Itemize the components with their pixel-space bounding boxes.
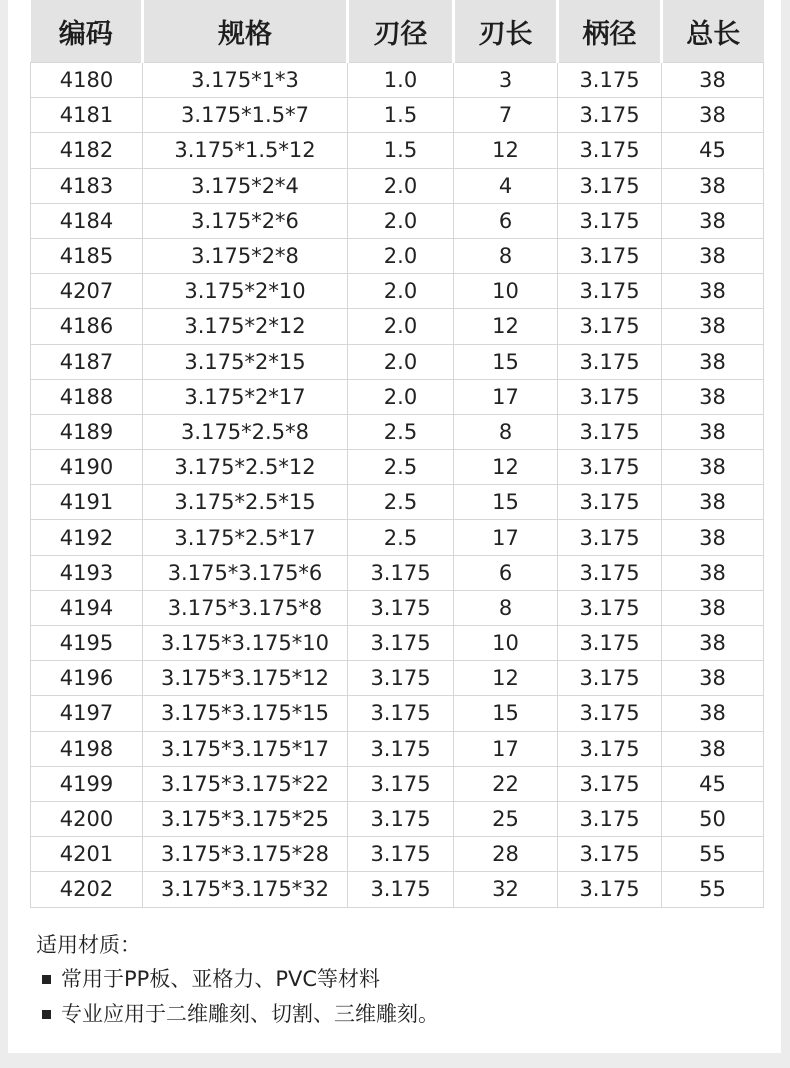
table-row [31,872,764,907]
table-row [31,590,764,625]
cell-blade-length: 32 [454,872,558,907]
cell-shank-diameter: 3.175 [558,63,662,98]
cell-shank-diameter: 3.175 [558,168,662,203]
cell-shank-diameter: 3.175 [558,98,662,133]
cell-blade-diameter: 2.0 [348,274,454,309]
cell-spec: 3.175*3.175*6 [143,555,348,590]
spec-table-header [31,0,764,63]
table-row [31,63,764,98]
cell-total-length: 38 [662,520,764,555]
cell-code: 4194 [31,590,143,625]
cell-total-length: 38 [662,555,764,590]
table-row [31,485,764,520]
cell-shank-diameter: 3.175 [558,696,662,731]
header-blade-diameter: 刃径 [348,0,454,63]
cell-total-length: 38 [662,379,764,414]
header-total-length: 总长 [662,0,764,63]
cell-total-length: 45 [662,133,764,168]
cell-code: 4198 [31,731,143,766]
cell-shank-diameter: 3.175 [558,872,662,907]
cell-spec: 3.175*3.175*17 [143,731,348,766]
cell-total-length: 38 [662,661,764,696]
cell-total-length: 50 [662,801,764,836]
cell-blade-length: 22 [454,766,558,801]
cell-code: 4202 [31,872,143,907]
cell-shank-diameter: 3.175 [558,238,662,273]
cell-total-length: 38 [662,168,764,203]
spec-table-body [31,63,764,908]
cell-spec: 3.175*2.5*17 [143,520,348,555]
cell-code: 4191 [31,485,143,520]
cell-blade-diameter: 3.175 [348,555,454,590]
cell-code: 4200 [31,801,143,836]
cell-blade-length: 28 [454,837,558,872]
cell-spec: 3.175*3.175*8 [143,590,348,625]
cell-total-length: 38 [662,203,764,238]
cell-spec: 3.175*2*4 [143,168,348,203]
cell-code: 4197 [31,696,143,731]
cell-blade-diameter: 3.175 [348,872,454,907]
table-row [31,766,764,801]
cell-shank-diameter: 3.175 [558,801,662,836]
cell-shank-diameter: 3.175 [558,731,662,766]
cell-spec: 3.175*3.175*25 [143,801,348,836]
cell-code: 4201 [31,837,143,872]
cell-blade-length: 17 [454,520,558,555]
cell-spec: 3.175*2*8 [143,238,348,273]
cell-blade-diameter: 2.0 [348,168,454,203]
cell-blade-diameter: 3.175 [348,696,454,731]
cell-code: 4183 [31,168,143,203]
cell-blade-diameter: 1.5 [348,133,454,168]
cell-shank-diameter: 3.175 [558,626,662,661]
cell-code: 4180 [31,63,143,98]
cell-blade-length: 15 [454,344,558,379]
cell-shank-diameter: 3.175 [558,520,662,555]
cell-shank-diameter: 3.175 [558,133,662,168]
header-shank-diameter: 柄径 [558,0,662,63]
cell-blade-length: 15 [454,485,558,520]
cell-blade-diameter: 3.175 [348,801,454,836]
cell-blade-diameter: 2.0 [348,379,454,414]
cell-blade-diameter: 2.5 [348,485,454,520]
cell-blade-length: 8 [454,590,558,625]
cell-total-length: 38 [662,590,764,625]
square-bullet-icon [42,975,51,984]
cell-blade-length: 15 [454,696,558,731]
cell-total-length: 38 [662,238,764,273]
table-row [31,626,764,661]
cell-code: 4193 [31,555,143,590]
materials-item [36,962,736,997]
cell-total-length: 45 [662,766,764,801]
table-row [31,696,764,731]
cell-blade-diameter: 3.175 [348,626,454,661]
table-row [31,203,764,238]
table-row [31,309,764,344]
cell-blade-diameter: 2.5 [348,520,454,555]
cell-blade-diameter: 2.0 [348,238,454,273]
cell-code: 4187 [31,344,143,379]
cell-total-length: 55 [662,872,764,907]
cell-blade-length: 8 [454,414,558,449]
table-row [31,379,764,414]
cell-blade-diameter: 2.0 [348,309,454,344]
cell-shank-diameter: 3.175 [558,555,662,590]
cell-blade-length: 12 [454,661,558,696]
cell-spec: 3.175*3.175*15 [143,696,348,731]
cell-blade-length: 6 [454,555,558,590]
cell-shank-diameter: 3.175 [558,485,662,520]
cell-total-length: 38 [662,731,764,766]
cell-blade-length: 12 [454,133,558,168]
cell-shank-diameter: 3.175 [558,450,662,485]
cell-blade-diameter: 2.0 [348,344,454,379]
cell-spec: 3.175*2*12 [143,309,348,344]
table-row [31,731,764,766]
spec-card [8,0,781,1053]
cell-blade-diameter: 2.5 [348,450,454,485]
cell-total-length: 38 [662,414,764,449]
cell-spec: 3.175*3.175*32 [143,872,348,907]
cell-blade-length: 8 [454,238,558,273]
cell-blade-diameter: 3.175 [348,766,454,801]
cell-code: 4190 [31,450,143,485]
table-row [31,344,764,379]
cell-blade-diameter: 1.0 [348,63,454,98]
cell-blade-length: 3 [454,63,558,98]
header-blade-length: 刃长 [454,0,558,63]
cell-blade-diameter: 3.175 [348,837,454,872]
cell-blade-diameter: 2.5 [348,414,454,449]
cell-spec: 3.175*3.175*22 [143,766,348,801]
cell-spec: 3.175*2*6 [143,203,348,238]
cell-blade-length: 7 [454,98,558,133]
cell-code: 4189 [31,414,143,449]
cell-total-length: 38 [662,626,764,661]
header-row [31,0,764,63]
cell-blade-length: 4 [454,168,558,203]
cell-shank-diameter: 3.175 [558,203,662,238]
cell-spec: 3.175*1.5*12 [143,133,348,168]
spec-table [30,0,764,908]
cell-spec: 3.175*2.5*12 [143,450,348,485]
cell-total-length: 38 [662,485,764,520]
cell-shank-diameter: 3.175 [558,766,662,801]
cell-spec: 3.175*1.5*7 [143,98,348,133]
cell-blade-length: 10 [454,626,558,661]
table-row [31,414,764,449]
cell-total-length: 38 [662,696,764,731]
cell-shank-diameter: 3.175 [558,837,662,872]
cell-blade-length: 10 [454,274,558,309]
table-row [31,168,764,203]
cell-code: 4207 [31,274,143,309]
cell-blade-length: 17 [454,731,558,766]
table-row [31,520,764,555]
table-row [31,133,764,168]
cell-spec: 3.175*3.175*10 [143,626,348,661]
cell-shank-diameter: 3.175 [558,414,662,449]
cell-code: 4181 [31,98,143,133]
cell-blade-length: 12 [454,309,558,344]
table-row [31,238,764,273]
cell-blade-diameter: 2.0 [348,203,454,238]
cell-blade-length: 25 [454,801,558,836]
cell-spec: 3.175*2*10 [143,274,348,309]
table-row [31,274,764,309]
cell-code: 4192 [31,520,143,555]
header-spec: 规格 [143,0,348,63]
cell-total-length: 38 [662,98,764,133]
cell-spec: 3.175*2.5*8 [143,414,348,449]
cell-total-length: 38 [662,450,764,485]
cell-blade-length: 12 [454,450,558,485]
cell-code: 4185 [31,238,143,273]
table-row [31,801,764,836]
cell-total-length: 38 [662,344,764,379]
cell-shank-diameter: 3.175 [558,379,662,414]
cell-blade-diameter: 3.175 [348,731,454,766]
materials-title: 适用材质： [36,933,141,957]
materials-item [36,997,736,1032]
cell-code: 4184 [31,203,143,238]
cell-total-length: 38 [662,309,764,344]
cell-shank-diameter: 3.175 [558,661,662,696]
cell-code: 4182 [31,133,143,168]
cell-blade-diameter: 3.175 [348,590,454,625]
cell-spec: 3.175*2.5*15 [143,485,348,520]
table-row [31,98,764,133]
table-row [31,837,764,872]
cell-blade-diameter: 1.5 [348,98,454,133]
cell-code: 4188 [31,379,143,414]
cell-blade-length: 6 [454,203,558,238]
cell-shank-diameter: 3.175 [558,274,662,309]
cell-code: 4196 [31,661,143,696]
cell-blade-diameter: 3.175 [348,661,454,696]
cell-code: 4195 [31,626,143,661]
cell-spec: 3.175*1*3 [143,63,348,98]
cell-shank-diameter: 3.175 [558,344,662,379]
cell-total-length: 38 [662,274,764,309]
table-row [31,450,764,485]
cell-shank-diameter: 3.175 [558,590,662,625]
cell-spec: 3.175*3.175*12 [143,661,348,696]
cell-blade-length: 17 [454,379,558,414]
cell-code: 4199 [31,766,143,801]
square-bullet-icon [42,1010,51,1019]
cell-shank-diameter: 3.175 [558,309,662,344]
header-code: 编码 [31,0,143,63]
materials-item-text: 常用于PP板、亚格力、PVC等材料 [61,967,381,991]
cell-spec: 3.175*2*15 [143,344,348,379]
cell-spec: 3.175*3.175*28 [143,837,348,872]
table-row [31,555,764,590]
cell-total-length: 55 [662,837,764,872]
cell-total-length: 38 [662,63,764,98]
table-row [31,661,764,696]
cell-spec: 3.175*2*17 [143,379,348,414]
cell-code: 4186 [31,309,143,344]
materials-item-text: 专业应用于二维雕刻、切割、三维雕刻。 [61,1002,439,1026]
applicable-materials [36,928,736,1032]
